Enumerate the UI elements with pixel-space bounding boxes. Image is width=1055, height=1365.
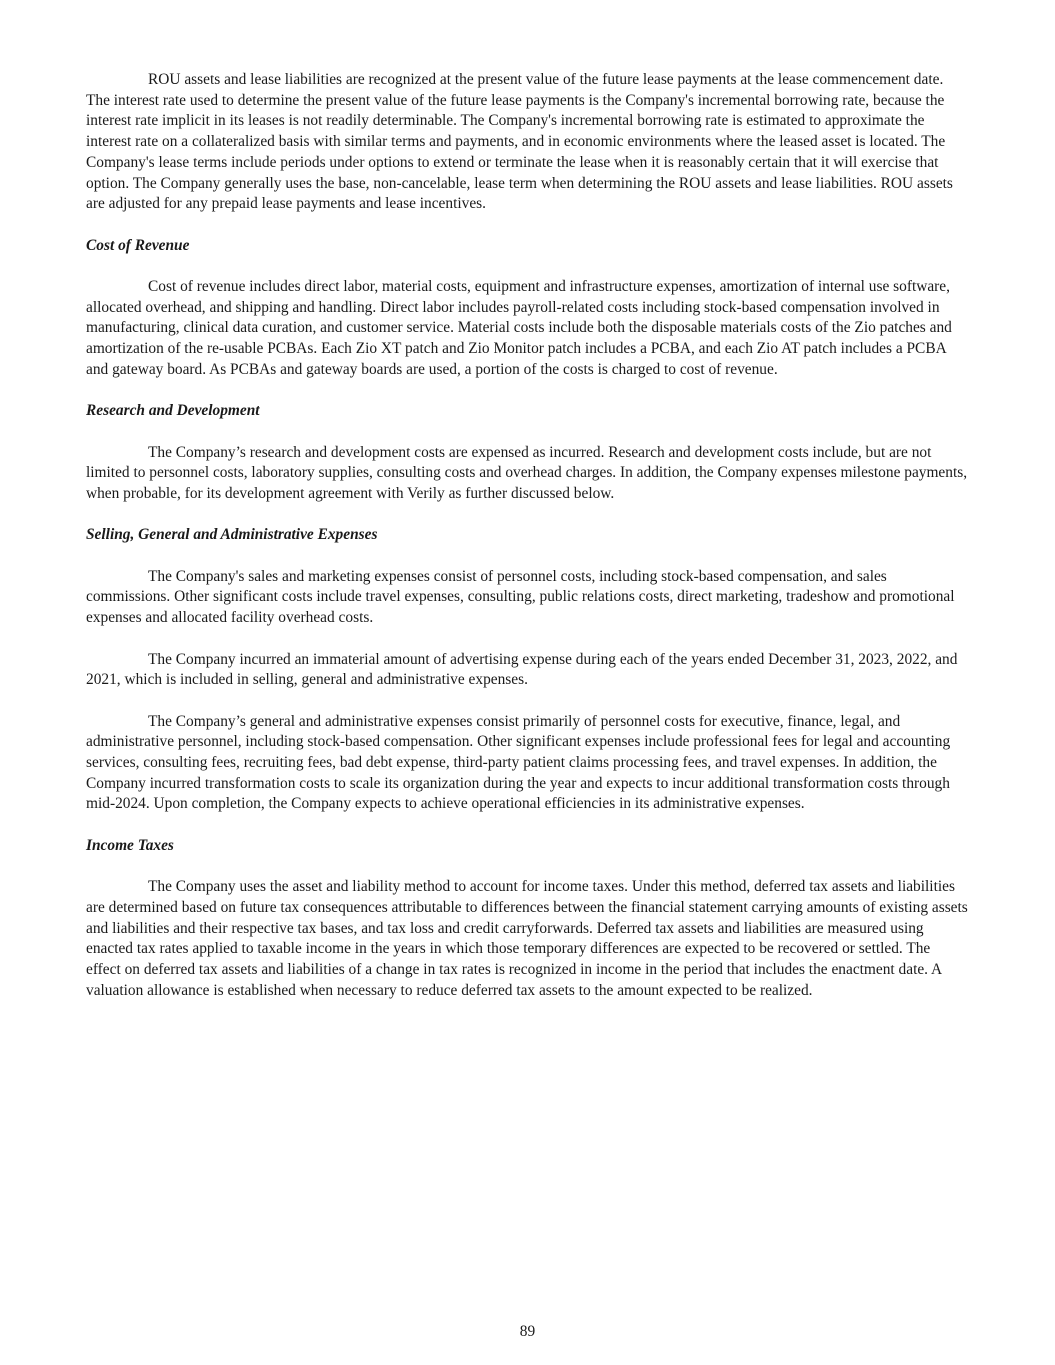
- paragraph-research-and-development: The Company’s research and development costs are expensed as incurred. Research and development costs include, but are not limited to personnel costs, laboratory supplies, consulting costs and overhead charges. In addition, the Company expenses milestone payments, when probable, for its development agreement with Verily as further discussed below.: [86, 443, 968, 502]
- paragraph-cost-of-revenue: Cost of revenue includes direct labor, material costs, equipment and infrastructure expenses, amortization of internal use software, allocated overhead, and shipping and handling. Direct labor includes payroll-related costs including stock-based compensation involved in manufacturing, clinical data curation, and customer service. Material costs include both the disposable materials costs of the Zio patches and amortization of the re-usable PCBAs. Each Zio XT patch and Zio Monitor patch includes a PCBA, and each Zio AT patch includes a PCBA and gateway board. As PCBAs and gateway boards are used, a portion of the costs is charged to cost of revenue.: [86, 278, 952, 378]
- page-content: [86, 70, 968, 1001]
- paragraph-general-administrative: The Company’s general and administrative expenses consist primarily of personnel costs for executive, finance, legal, and administrative personnel, including stock-based compensation. Other significant expenses include professional fees for legal and accounting services, consulting fees, recruiting fees, bad debt expense, third-party patient claims processing fees, and travel expenses. In addition, the Company incurred transformation costs to scale its organization during the year and expects to incur additional transformation costs through mid-2024. Upon completion, the Company expects to achieve operational efficiencies in its administrative expenses.: [86, 712, 951, 813]
- paragraph-advertising: The Company incurred an immaterial amount of advertising expense during each of the years ended December 31, 2023, 2022, and 2021, which is included in selling, general and administrative expenses.: [86, 650, 958, 689]
- paragraph-income-taxes: The Company uses the asset and liability method to account for income taxes. Under this method, deferred tax assets and liabilities are determined based on future tax consequences attributable to differences between the financial statement carrying amounts of existing assets and liabilities and their respective tax bases, and tax loss and credit carryforwards. Deferred tax assets and liabilities are measured using enacted tax rates applied to taxable income in the years in which those temporary differences are expected to be recovered or settled. The effect on deferred tax assets and liabilities of a change in tax rates is recognized in income in the period that includes the enactment date. A valuation allowance is established when necessary to reduce deferred tax assets to the amount expected to be realized.: [86, 878, 968, 999]
- heading-sga-expenses: Selling, General and Administrative Expenses: [86, 526, 378, 544]
- paragraph-rou-assets: ROU assets and lease liabilities are recognized at the present value of the future lease payments at the lease commencement date. The interest rate used to determine the present value of the future lease payments is the Company's incremental borrowing rate, because the interest rate implicit in its leases is not readily determinable. The Company's incremental borrowing rate is estimated to approximate the interest rate on a collateralized basis with similar terms and payments, and in economic environments where the leased asset is located. The Company's lease terms include periods under options to extend or terminate the lease when it is reasonably certain that it will exercise that option. The Company generally uses the base, non-cancelable, lease term when determining the ROU assets and lease liabilities. ROU assets are adjusted for any prepaid lease payments and lease incentives.: [86, 71, 953, 213]
- page-number: 89: [519, 1323, 536, 1340]
- heading-cost-of-revenue: Cost of Revenue: [86, 236, 190, 254]
- paragraph-sales-marketing: The Company's sales and marketing expenses consist of personnel costs, including stock-based compensation, and sales commissions. Other significant costs include travel expenses, consulting, public relations costs, direct marketing, tradeshow and promotional expenses and allocated facility overhead costs.: [86, 567, 955, 627]
- heading-income-taxes: Income Taxes: [86, 836, 174, 854]
- heading-research-and-development: Research and Development: [86, 402, 260, 420]
